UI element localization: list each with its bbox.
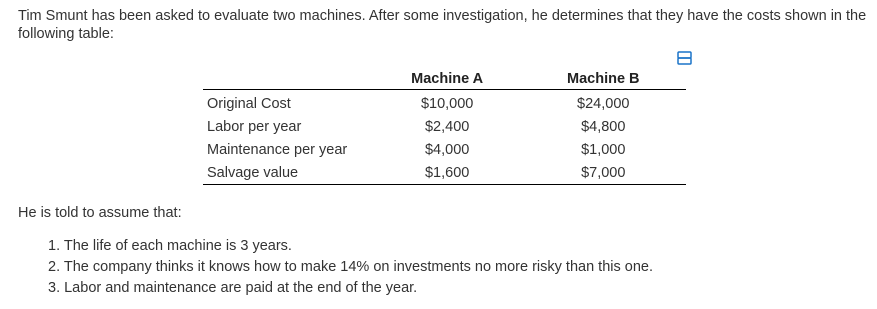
cost-table-container [203, 68, 686, 185]
header-machine-b: Machine B [521, 68, 686, 90]
machine-b-value: $7,000 [521, 161, 686, 185]
problem-intro-text: Tim Smunt has been asked to evaluate two machines. After some investigation, he determines that they have the costs shown in the following table: [18, 8, 867, 42]
row-label: Salvage value [203, 161, 374, 185]
machine-b-value: $24,000 [577, 95, 630, 112]
machine-b-value: $1,000 [581, 141, 626, 158]
row-label: Maintenance per year [207, 141, 348, 158]
row-label: Original Cost [207, 95, 291, 112]
list-item: 2. The company thinks it knows how to make 14% on investments no more risky than this one. [48, 259, 653, 275]
cost-table [203, 68, 686, 185]
table-row [203, 161, 686, 185]
table-header-row [203, 68, 686, 90]
table-row [203, 90, 686, 116]
row-label: Labor per year [207, 118, 302, 135]
header-blank [203, 68, 374, 90]
machine-a-value: $1,600 [374, 161, 521, 185]
header-machine-a: Machine A [374, 68, 521, 90]
machine-b-value: $4,800 [581, 118, 626, 135]
machine-a-value: $4,000 [424, 141, 470, 158]
table-row [203, 115, 686, 138]
machine-a-value: $10,000 [420, 95, 474, 112]
list-item: 3. Labor and maintenance are paid at the end of the year. [48, 280, 418, 296]
table-row [203, 138, 686, 161]
assumptions-list [48, 236, 653, 299]
copy-table-icon[interactable] [677, 51, 692, 65]
list-item: 1. The life of each machine is 3 years. [48, 238, 292, 254]
assumptions-heading: He is told to assume that: [18, 205, 182, 221]
machine-a-value: $2,400 [424, 118, 470, 135]
